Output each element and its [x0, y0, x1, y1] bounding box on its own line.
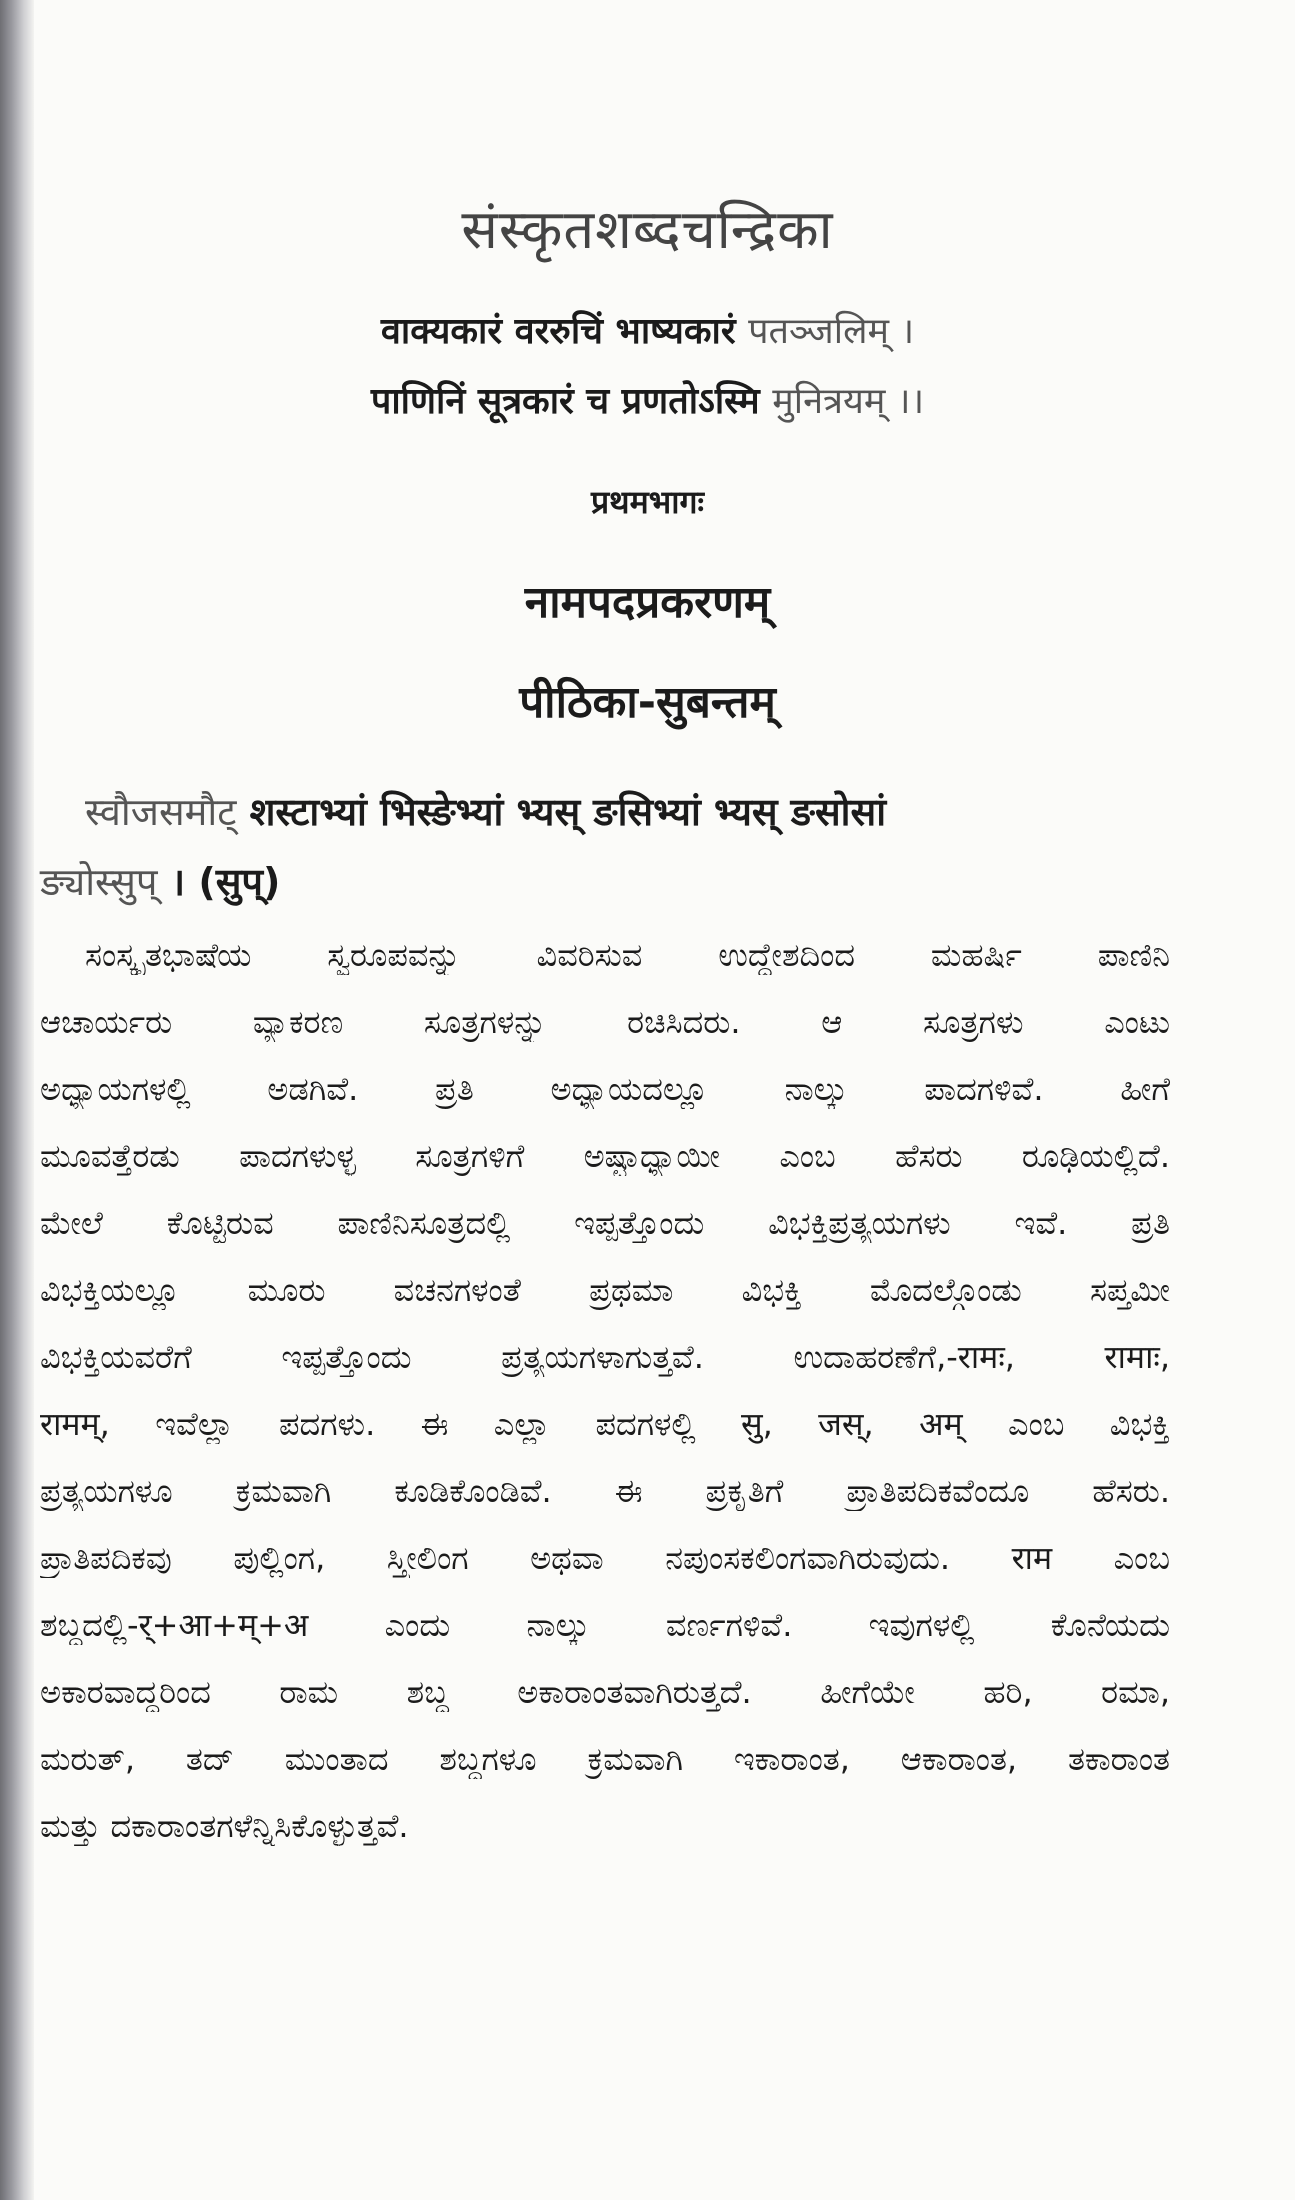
paragraph-line: ಪ್ರತ್ಯಯಗಳೂ ಕ್ರಮವಾಗಿ ಕೂಡಿಕೊಂಡಿವೆ. ಈ ಪ್ರಕೃತಿಗೆ ಪ್ರಾತಿಪದಿಕವೆಂದೂ ಹೆಸರು. [40, 1472, 1170, 1510]
section-label: प्रथमभागः [590, 483, 705, 521]
paragraph-line: ಆಚಾರ್ಯರು ವ್ಯಾಕರಣ ಸೂತ್ರಗಳನ್ನು ರಚಿಸಿದರು. ಆ ಸೂತ್ರಗಳು ಎಂಟು [40, 1003, 1170, 1041]
verse-line-2-bold: पाणिनिं सूत्रकारं च प्रणतोऽस्मि [370, 381, 760, 422]
subchapter-title: पीठिका-सुबन्तम् [519, 677, 776, 728]
book-title: संस्कृतशब्दचन्द्रिका [461, 198, 834, 261]
paragraph-line: ವಿಭಕ್ತಿಯಲ್ಲೂ ಮೂರು ವಚನಗಳಂತೆ ಪ್ರಥಮಾ ವಿಭಕ್ತಿ ಮೊದಲ್ಗೊಂಡು ಸಪ್ತಮೀ [40, 1271, 1170, 1309]
sutra-line-1 [85, 785, 1215, 837]
sutra-line-2-light: ङ्योस्सुप् [40, 860, 158, 904]
paragraph-line: ಪ್ರಾತಿಪದಿಕವು ಪುಲ್ಲಿಂಗ, ಸ್ತ್ರೀಲಿಂಗ ಅಥವಾ ನಪುಂಸಕಲಿಂಗವಾಗಿರುವುದು. राम ಎಂಬ [40, 1539, 1170, 1577]
paragraph-line: ಶಬ್ದದಲ್ಲಿ-र्+आ+म्+अ ಎಂದು ನಾಲ್ಕು ವರ್ಣಗಳಿವೆ. ಇವುಗಳಲ್ಲಿ ಕೊನೆಯದು [40, 1606, 1170, 1644]
paragraph-line: ಸಂಸ್ಕೃತಭಾಷೆಯ ಸ್ವರೂಪವನ್ನು ವಿವರಿಸುವ ಉದ್ದೇಶದಿಂದ ಮಹರ್ಷಿ ಪಾಣಿನಿ [85, 936, 1170, 974]
sutra-line-1-bold: शस्टाभ्यां भिस्ङेभ्यां भ्यस् ङसिभ्यां भ्यस् ङसोसां [249, 790, 887, 834]
paragraph-line: ಅಕಾರವಾದ್ದರಿಂದ ರಾಮ ಶಬ್ದ ಅಕಾರಾಂತವಾಗಿರುತ್ತದೆ. ಹೀಗೆಯೇ ಹರಿ, ರಮಾ, [40, 1673, 1170, 1711]
sutra-line-2 [40, 855, 1170, 907]
chapter-title: नामपदप्रकरणम् [524, 577, 771, 628]
paragraph-line: ಮತ್ತು ದಕಾರಾಂತಗಳೆನ್ನಿಸಿಕೊಳ್ಳುತ್ತವೆ. [40, 1807, 409, 1845]
sutra-line-1-light: स्वौजसमौट् [85, 790, 237, 834]
paragraph-line: ವಿಭಕ್ತಿಯವರೆಗೆ ಇಪ್ಪತ್ತೊಂದು ಪ್ರತ್ಯಯಗಳಾಗುತ್ತವೆ. ಉದಾಹರಣೆಗೆ,-रामः, रामाः, [40, 1338, 1170, 1376]
paragraph-line: ಮೂವತ್ತೆರಡು ಪಾದಗಳುಳ್ಳ ಸೂತ್ರಗಳಿಗೆ ಅಷ್ಟಾಧ್ಯಾಯೀ ಎಂಬ ಹೆಸರು ರೂಢಿಯಲ್ಲಿದೆ. [40, 1137, 1170, 1175]
invocation-verse-line-2 [0, 375, 1295, 424]
verse-line-1-light: पतञ्जलिम् । [748, 311, 915, 352]
paragraph-line: रामम्, ಇವೆಲ್ಲಾ ಪದಗಳು. ಈ ಎಲ್ಲಾ ಪದಗಳಲ್ಲಿ सु, जस्, अम् ಎಂಬ ವಿಭಕ್ತಿ [40, 1405, 1170, 1443]
paragraph-line: ಮೇಲೆ ಕೊಟ್ಟಿರುವ ಪಾಣಿನಿಸೂತ್ರದಲ್ಲಿ ಇಪ್ಪತ್ತೊಂದು ವಿಭಕ್ತಿಪ್ರತ್ಯಯಗಳು ಇವೆ. ಪ್ರತಿ [40, 1204, 1170, 1242]
invocation-verse-line-1 [0, 305, 1295, 354]
sutra-line-2-bold: । (सुप्) [170, 860, 281, 904]
verse-line-2-light: मुनित्रयम् ।। [772, 381, 925, 422]
paragraph-line: ಅಧ್ಯಾಯಗಳಲ್ಲಿ ಅಡಗಿವೆ. ಪ್ರತಿ ಅಧ್ಯಾಯದಲ್ಲೂ ನಾಲ್ಕು ಪಾದಗಳಿವೆ. ಹೀಗೆ [40, 1070, 1170, 1108]
verse-line-1-bold: वाक्यकारं वररुचिं भाष्यकारं [380, 311, 736, 352]
paragraph-line: ಮರುತ್, ತದ್ ಮುಂತಾದ ಶಬ್ದಗಳೂ ಕ್ರಮವಾಗಿ ಇಕಾರಾಂತ, ಆಕಾರಾಂತ, ತಕಾರಾಂತ [40, 1740, 1170, 1778]
